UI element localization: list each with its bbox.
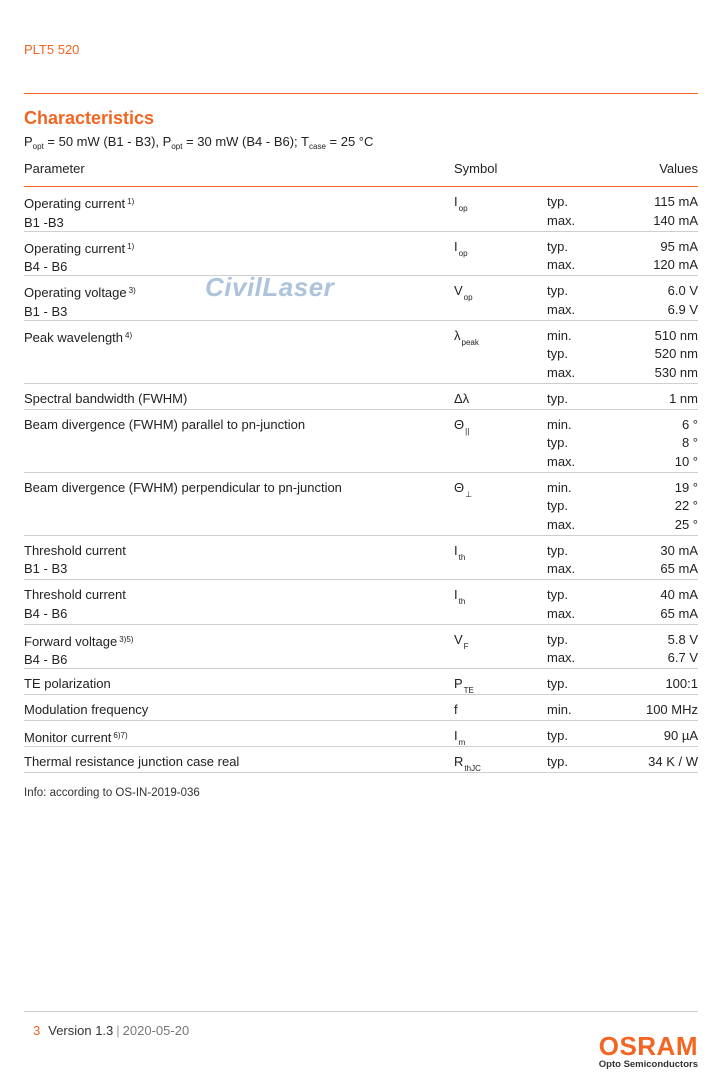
- test-conditions: $P_{opt} = 50$ mW (B1 - B3), $P_{opt} = 30$ mW (B4 - B6); $T_{case} = 25$ °C: [24, 134, 374, 151]
- info-note: Info: according to OS-IN-2019-036: [24, 787, 200, 799]
- page-number: 3: [33, 1023, 41, 1038]
- qualifier-text: max.: [547, 561, 576, 576]
- symbol-main: f: [454, 702, 458, 717]
- parameter-text: B4 - B6: [24, 605, 68, 621]
- parameter-cell: [24, 701, 444, 720]
- symbol-main: Θ: [454, 479, 465, 495]
- parameter-cell: [24, 238, 444, 277]
- value-text: 115 mA: [654, 194, 698, 209]
- header-values: Values: [659, 161, 698, 176]
- value-text: 40 mA: [660, 587, 698, 602]
- value-text: 95 mA: [660, 238, 698, 254]
- logo-subtitle: Opto Semiconductors: [598, 1059, 698, 1070]
- symbol-main: V: [454, 631, 463, 647]
- footnote-ref: 3)5): [119, 634, 134, 644]
- footnote-ref: 4): [125, 330, 133, 340]
- qualifier-text: typ.: [547, 542, 568, 558]
- symbol-subscript: TE: [463, 686, 474, 695]
- qualifier-text: max.: [547, 650, 576, 665]
- value-cell: [578, 282, 698, 319]
- value-text: 8 °: [681, 435, 698, 450]
- table-row: [24, 410, 698, 473]
- value-cell: [578, 675, 698, 694]
- parameter-text: [24, 327, 444, 348]
- parameter-cell: [24, 193, 444, 232]
- parameter-text: Modulation frequency: [24, 702, 149, 717]
- parameter-label: Forward voltage: [24, 633, 118, 649]
- qualifier-text: min.: [547, 479, 572, 495]
- value-cell: [578, 479, 698, 535]
- symbol-subscript: th: [458, 552, 466, 562]
- qualifier-text: typ.: [547, 728, 568, 743]
- osram-logo: [599, 1033, 698, 1071]
- value-text: 6 °: [681, 416, 698, 432]
- parameter-text: [24, 727, 444, 748]
- value-text: 65 mA: [660, 605, 698, 621]
- value-text: 19 °: [674, 479, 698, 495]
- qualifier-text: max.: [547, 605, 576, 621]
- version-date: 2020-05-20: [122, 1023, 190, 1038]
- parameter-cell: [24, 542, 444, 579]
- parameter-cell: [24, 390, 444, 409]
- symbol-main: P: [454, 676, 463, 691]
- value-cell: [578, 727, 698, 746]
- table-row: [24, 321, 698, 384]
- parameter-text: Threshold current: [24, 542, 126, 558]
- parameter-cell: [24, 586, 444, 623]
- value-text: 1 nm: [669, 390, 698, 406]
- value-cell: [578, 327, 698, 383]
- parameter-text: B4 - B6: [24, 652, 68, 667]
- qualifier-text: typ.: [547, 587, 568, 602]
- value-cell: [578, 238, 698, 275]
- value-text: 65 mA: [660, 561, 698, 576]
- symbol-cell: [454, 479, 534, 505]
- footnote-ref: 6)7): [113, 731, 128, 740]
- symbol-subscript: ⊥: [465, 489, 473, 499]
- value-text: 520 nm: [654, 346, 698, 361]
- symbol-cell: [454, 193, 534, 219]
- table-row: [24, 473, 698, 536]
- value-text: 140 mA: [653, 212, 698, 228]
- section-title: Characteristics: [24, 108, 155, 128]
- table-row: [24, 625, 698, 670]
- table-row: [24, 536, 698, 581]
- qualifier-text: typ.: [547, 498, 568, 513]
- value-cell: [578, 701, 698, 720]
- qualifier-text: max.: [547, 212, 576, 228]
- symbol-subscript: peak: [461, 337, 479, 347]
- table-row: [24, 276, 698, 321]
- symbol-cell: [454, 631, 534, 657]
- parameter-text: Spectral bandwidth (FWHM): [24, 390, 188, 406]
- value-cell: [578, 631, 698, 668]
- parameter-text: [24, 193, 444, 214]
- value-text: 5.8 V: [667, 631, 698, 647]
- parameter-label: Operating voltage: [24, 285, 127, 300]
- symbol-main: I: [454, 587, 458, 602]
- value-text: 10 °: [674, 453, 698, 469]
- symbol-main: R: [454, 754, 464, 769]
- qualifier-text: typ.: [547, 676, 568, 691]
- symbol-main: I: [454, 542, 458, 558]
- parameter-text: Beam divergence (FWHM) perpendicular to pn-junction: [24, 479, 342, 495]
- symbol-subscript: op: [458, 248, 468, 258]
- footer-separator: |: [116, 1023, 120, 1038]
- qualifier-text: typ.: [547, 238, 568, 254]
- symbol-cell: [454, 282, 534, 308]
- footer-rule: [24, 1011, 698, 1012]
- symbol-cell: [454, 390, 534, 409]
- parameter-text: B1 - B3: [24, 303, 68, 319]
- header-parameter: Parameter: [24, 161, 85, 176]
- symbol-main: Δλ: [454, 390, 470, 406]
- symbol-cell: [454, 416, 534, 442]
- table-row: [24, 232, 698, 277]
- footer: [33, 1023, 189, 1038]
- symbol-cell: [454, 701, 534, 720]
- value-text: 120 mA: [653, 257, 698, 272]
- value-text: 34 K / W: [648, 754, 698, 769]
- value-cell: [578, 542, 698, 579]
- value-text: 25 °: [674, 516, 698, 532]
- parameter-label: Monitor current: [24, 730, 112, 745]
- symbol-main: I: [454, 238, 458, 254]
- parameter-text: B1 - B3: [24, 561, 68, 576]
- qualifier-text: max.: [547, 364, 576, 380]
- characteristics-table: [24, 158, 698, 773]
- symbol-cell: [454, 327, 534, 353]
- qualifier-text: typ.: [547, 754, 568, 769]
- value-cell: [578, 753, 698, 772]
- value-cell: [578, 390, 698, 409]
- table-header: [24, 158, 698, 187]
- qualifier-text: min.: [547, 416, 572, 432]
- symbol-main: Θ: [454, 416, 465, 432]
- parameter-text: Beam divergence (FWHM) parallel to pn-junction: [24, 416, 306, 432]
- table-row: [24, 695, 698, 721]
- value-text: 100 MHz: [645, 702, 698, 717]
- value-text: 90 µA: [663, 728, 698, 743]
- parameter-text: TE polarization: [24, 676, 111, 691]
- qualifier-text: typ.: [547, 283, 568, 298]
- parameter-cell: [24, 675, 444, 694]
- table-row: [24, 580, 698, 625]
- value-text: 22 °: [674, 498, 698, 513]
- parameter-text: Threshold current: [24, 587, 126, 602]
- table-row: [24, 747, 698, 773]
- symbol-cell: [454, 238, 534, 264]
- qualifier-text: typ.: [547, 435, 568, 450]
- symbol-main: I: [454, 728, 458, 743]
- table-row: [24, 721, 698, 747]
- symbol-subscript: th: [458, 597, 466, 606]
- value-cell: [578, 193, 698, 230]
- footnote-ref: 3): [128, 286, 136, 295]
- parameter-label: Operating current: [24, 196, 126, 211]
- document-id: PLT5 520: [24, 42, 80, 57]
- symbol-cell: [454, 542, 534, 568]
- parameter-label: Operating current: [24, 240, 126, 256]
- parameter-text: [24, 238, 444, 259]
- qualifier-text: max.: [547, 301, 576, 317]
- header-symbol: Symbol: [454, 161, 498, 176]
- symbol-subscript: F: [463, 641, 469, 651]
- table-row: [24, 669, 698, 695]
- symbol-main: V: [454, 283, 463, 298]
- qualifier-text: typ.: [547, 194, 568, 209]
- value-text: 510 nm: [654, 327, 698, 343]
- parameter-cell: [24, 327, 444, 348]
- symbol-subscript: thJC: [464, 764, 481, 773]
- parameter-text: Thermal resistance junction case real: [24, 754, 240, 769]
- value-text: 30 mA: [660, 542, 698, 558]
- symbol-main: I: [454, 194, 458, 209]
- value-text: 6.9 V: [667, 301, 698, 317]
- header-rule: [24, 93, 698, 94]
- logo-name: OSRAM: [598, 1031, 698, 1061]
- qualifier-text: min.: [547, 327, 572, 343]
- qualifier-text: typ.: [547, 631, 568, 647]
- qualifier-text: max.: [547, 453, 576, 469]
- table-row: [24, 187, 698, 232]
- footnote-ref: 1): [127, 241, 135, 251]
- symbol-main: λ: [454, 327, 461, 343]
- value-cell: [578, 586, 698, 623]
- symbol-subscript: ||: [465, 426, 470, 436]
- symbol-cell: [454, 586, 534, 612]
- value-text: 530 nm: [654, 364, 698, 380]
- parameter-text: [24, 631, 444, 652]
- parameter-cell: [24, 416, 444, 435]
- version-label: Version 1.3: [48, 1023, 114, 1038]
- qualifier-text: min.: [547, 702, 572, 717]
- parameter-cell: [24, 753, 444, 772]
- symbol-subscript: m: [458, 738, 466, 747]
- symbol-subscript: op: [458, 204, 468, 213]
- table-row: [24, 384, 698, 410]
- symbol-cell: [454, 753, 534, 779]
- qualifier-text: typ.: [547, 390, 568, 406]
- value-text: 6.7 V: [667, 650, 698, 665]
- qualifier-text: typ.: [547, 346, 568, 361]
- value-cell: [578, 416, 698, 472]
- parameter-cell: [24, 631, 444, 670]
- symbol-subscript: op: [463, 293, 473, 302]
- qualifier-text: max.: [547, 516, 576, 532]
- value-text: 100:1: [665, 676, 698, 691]
- qualifier-text: max.: [547, 257, 576, 272]
- parameter-label: Peak wavelength: [24, 329, 124, 345]
- parameter-text: B4 - B6: [24, 259, 68, 274]
- footnote-ref: 1): [127, 197, 135, 206]
- parameter-text: B1 -B3: [24, 214, 64, 230]
- parameter-cell: [24, 727, 444, 748]
- value-text: 6.0 V: [667, 283, 698, 298]
- parameter-cell: [24, 479, 444, 498]
- watermark-logo: CivilLaser: [205, 272, 335, 302]
